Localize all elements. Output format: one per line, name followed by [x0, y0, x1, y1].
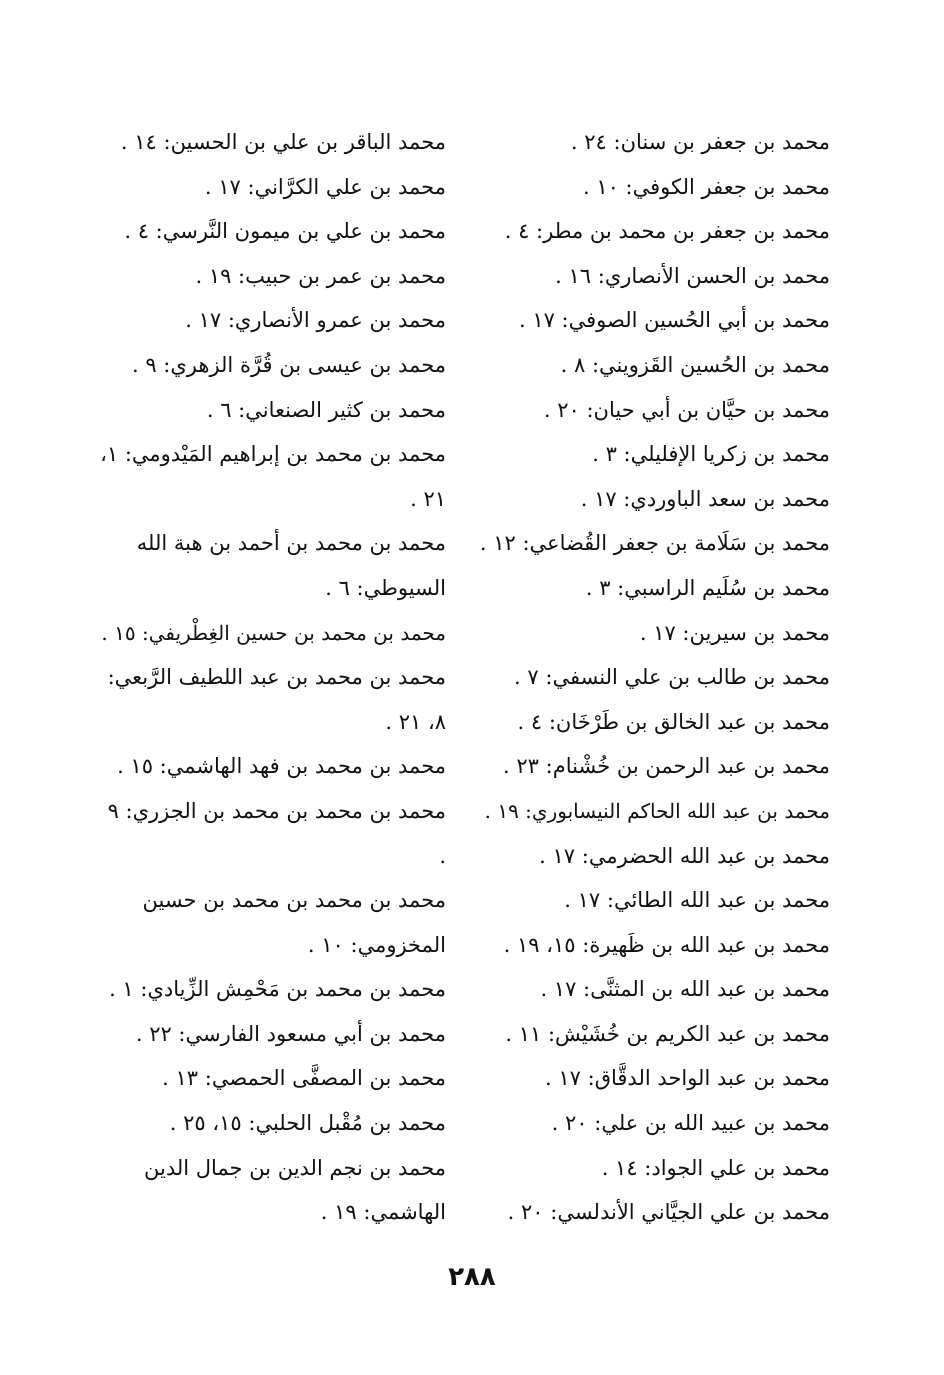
- index-entry: محمد بن نجم الدين بن جمال الدين الهاشمي: ١٩ .: [143, 1155, 446, 1225]
- index-entry: محمد بن علي الجيَّاني الأندلسي: ٢٠ .: [507, 1200, 830, 1225]
- index-entry: محمد بن عبد الله بن ظَهيرة: ١٥، ١٩ .: [503, 932, 830, 957]
- index-column-left: [96, 120, 446, 1235]
- index-entry: محمد بن عبد الله الحاكم النيسابوري: ١٩ .: [484, 798, 830, 823]
- index-entry: محمد بن عبد الله بن المثنَّى: ١٧ .: [540, 977, 830, 1002]
- index-entry: محمد بن المصفَّى الحمصي: ١٣ .: [162, 1066, 446, 1091]
- index-entry: محمد بن سيرين: ١٧ .: [639, 620, 830, 645]
- index-entry: محمد بن سَلَامة بن جعفر القُضاعي: ١٢ .: [479, 531, 830, 556]
- index-entry: محمد بن سعد الباوردي: ١٧ .: [580, 486, 830, 511]
- index-entry: محمد بن محمد بن محمد بن الجزري: ٩ .: [107, 798, 446, 868]
- page-number: ٢٨٨: [448, 1262, 496, 1292]
- index-entry: محمد بن محمد بن عبد اللطيف الرَّبعي: ٨، ٢١ .: [107, 665, 446, 734]
- index-entry: محمد بن عبيد الله بن علي: ٢٠ .: [551, 1111, 830, 1136]
- index-entry: محمد بن عمر بن حبيب: ١٩ .: [195, 263, 446, 288]
- index-entry: محمد بن زكريا الإفليلي: ٣ .: [592, 442, 830, 467]
- index-entry: محمد بن جعفر بن محمد بن مطر: ٤ .: [504, 219, 830, 244]
- index-column-right: [478, 120, 830, 1235]
- index-entry: محمد بن كثير الصنعاني: ٦ .: [206, 397, 446, 422]
- index-entry: محمد بن عمرو الأنصاري: ١٧ .: [185, 308, 446, 333]
- index-entry: محمد بن محمد بن محمد بن حسين المخزومي: ١٠ .: [142, 888, 446, 957]
- index-entry: محمد بن عبد الخالق بن طَرْخَان: ٤ .: [517, 709, 830, 734]
- index-entry: محمد بن محمد بن أحمد بن هبة الله السيوطي: ٦ .: [136, 531, 446, 600]
- index-entry: محمد بن علي الجواد: ١٤ .: [601, 1155, 830, 1180]
- index-entry: محمد بن جعفر الكوفي: ١٠ .: [582, 174, 830, 199]
- index-entry: محمد بن علي بن ميمون النَّرسي: ٤ .: [124, 219, 446, 244]
- index-entry: محمد بن الحُسين القَزويني: ٨ .: [560, 352, 830, 377]
- index-entry: محمد بن حيَّان بن أبي حيان: ٢٠ .: [543, 397, 830, 422]
- index-entry: محمد بن محمد بن إبراهيم المَيْدومي: ١، ٢١ .: [100, 442, 446, 511]
- index-entry: محمد بن مُقْبل الحلبي: ١٥، ٢٥ .: [169, 1111, 446, 1136]
- index-entry: محمد بن الحسن الأنصاري: ١٦ .: [555, 263, 830, 288]
- index-entry: محمد بن محمد بن مَحْمِش الزِّيادي: ١ .: [109, 977, 446, 1002]
- index-entry: محمد بن أبي الحُسين الصوفي: ١٧ .: [518, 308, 830, 333]
- index-entry: محمد بن أبي مسعود الفارسي: ٢٢ .: [135, 1021, 446, 1046]
- index-entry: محمد بن عبد الرحمن بن خُشْنام: ٢٣ .: [503, 754, 830, 779]
- index-entry: محمد الباقر بن علي بن الحسين: ١٤ .: [120, 130, 446, 154]
- index-entry: محمد بن عبد الواحد الدقَّاق: ١٧ .: [545, 1066, 830, 1091]
- index-entry: محمد بن عبد الكريم بن خُشَيْش: ١١ .: [505, 1021, 830, 1046]
- index-entry: محمد بن جعفر بن سنان: ٢٤ .: [570, 130, 830, 154]
- index-entry: محمد بن علي الكرَّاني: ١٧ .: [204, 174, 446, 199]
- index-entry: محمد بن محمد بن حسين الغِطْريفي: ١٥ .: [101, 620, 446, 645]
- index-entry: محمد بن سُلَيم الراسبي: ٣ .: [585, 575, 830, 600]
- index-entry: محمد بن عبد الله الطائي: ١٧ .: [564, 888, 830, 913]
- index-entry: محمد بن عبد الله الحضرمي: ١٧ .: [539, 843, 830, 868]
- index-entry: محمد بن محمد بن فهد الهاشمي: ١٥ .: [117, 754, 446, 779]
- index-entry: محمد بن طالب بن علي النسفي: ٧ .: [514, 665, 830, 690]
- index-entry: محمد بن عيسى بن قُرَّة الزهري: ٩ .: [131, 352, 446, 377]
